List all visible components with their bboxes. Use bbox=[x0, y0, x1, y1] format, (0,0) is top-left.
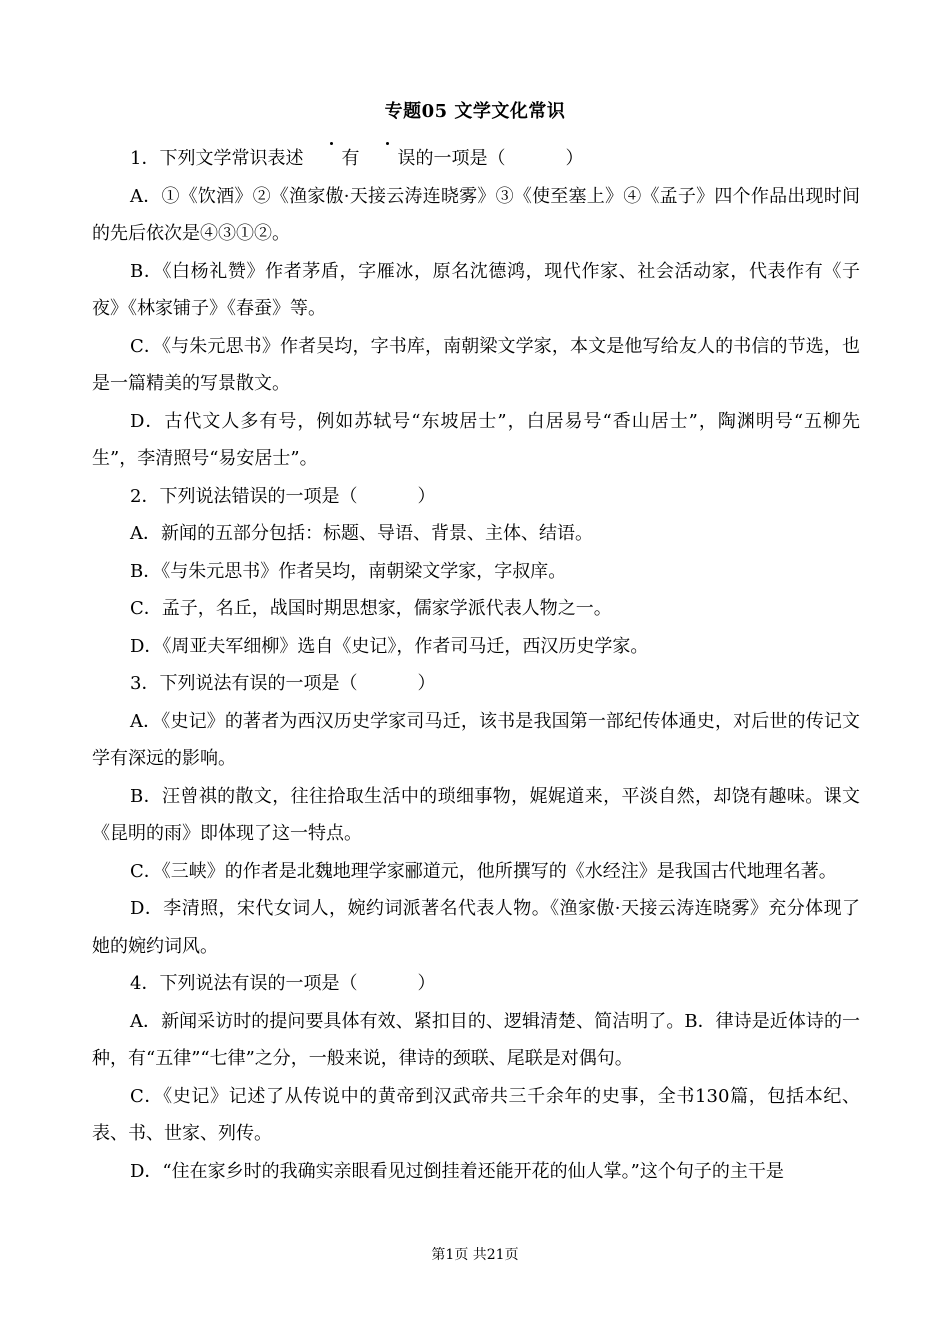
question-1-stem bbox=[92, 140, 860, 178]
question-stem-close: ） bbox=[417, 973, 436, 994]
question-stem-text: 4．下列说法有误的一项是（ bbox=[130, 973, 358, 994]
question-4-option-ab: A．新闻采访时的提问要具体有效、紧扣目的、逻辑清楚、简洁明了。B．律诗是近体诗的一种，有“五律”“七律”之分，一般来说，律诗的颈联、尾联是对偶句。 bbox=[92, 1010, 860, 1069]
question-2-stem bbox=[92, 478, 860, 516]
question-stem-text: 3．下列说法有误的一项是（ bbox=[130, 673, 358, 694]
question-4-stem bbox=[92, 965, 860, 1003]
question-1-option-b: B．《白杨礼赞》作者茅盾，字雁冰，原名沈德鸿，现代作家、社会活动家，代表作有《子夜》《林家铺子》《春蚕》等。 bbox=[92, 260, 860, 319]
question-1-option-c: C．《与朱元思书》作者吴均，字书库，南朝梁文学家，本文是他写给友人的书信的节选，也是一篇精美的写景散文。 bbox=[92, 335, 860, 394]
question-stem-text: 2．下列说法错误的一项是（ bbox=[130, 485, 358, 507]
page-title: 专题05 文学文化常识 bbox=[384, 101, 566, 122]
question-1-option-d: D．古代文人多有号，例如苏轼号“东坡居士”，白居易号“香山居士”，陶渊明号“五柳先生”，李清照号“易安居士”。 bbox=[92, 410, 860, 469]
question-3-stem bbox=[92, 665, 860, 703]
question-3-option-d: D．李清照，宋代女词人，婉约词派著名代表人物。《渔家傲·天接云涛连晓雾》充分体现了她的婉约词风。 bbox=[92, 898, 860, 957]
question-1-option-a: A．①《饮酒》②《渔家傲·天接云涛连晓雾》③《使至塞上》④《孟子》四个作品出现时间的先后依次是④③①②。 bbox=[92, 185, 860, 244]
question-2-option-b: B．《与朱元思书》作者吴均，南朝梁文学家，字叔庠。 bbox=[130, 560, 567, 582]
question-stem-close: ） bbox=[417, 485, 436, 507]
question-stem-close: ） bbox=[565, 148, 584, 169]
question-stem-text: 1．下列文学常识表述 bbox=[130, 148, 304, 169]
emphasis-char: 误 bbox=[359, 140, 415, 178]
question-stem-close: ） bbox=[417, 673, 436, 694]
question-4-option-c: C．《史记》记述了从传说中的黄帝到汉武帝共三千余年的史事，全书130篇，包括本纪、表、书、世家、列传。 bbox=[92, 1085, 860, 1144]
emphasis-char: 有 bbox=[303, 140, 359, 178]
page-footer: 第1页 共21页 bbox=[431, 1247, 519, 1263]
question-3-option-b: B．汪曾祺的散文，往往拾取生活中的琐细事物，娓娓道来，平淡自然，却饶有趣味。课文《昆明的雨》即体现了这一特点。 bbox=[92, 785, 860, 844]
question-stem-text: 的一项是（ bbox=[415, 148, 506, 169]
document-body bbox=[92, 140, 860, 1190]
question-4-option-d: D．“住在家乡时的我确实亲眼看见过倒挂着还能开花的仙人掌。”这个句子的主干是 bbox=[130, 1160, 784, 1182]
question-3-option-a: A．《史记》的著者为西汉历史学家司马迁，该书是我国第一部纪传体通史，对后世的传记文学有深远的影响。 bbox=[92, 710, 860, 769]
question-2-option-a: A．新闻的五部分包括：标题、导语、背景、主体、结语。 bbox=[130, 523, 593, 544]
question-2-option-d: D．《周亚夫军细柳》选自《史记》，作者司马迁，西汉历史学家。 bbox=[130, 635, 649, 657]
question-2-option-c: C．孟子，名丘，战国时期思想家，儒家学派代表人物之一。 bbox=[130, 598, 612, 619]
question-3-option-c: C．《三峡》的作者是北魏地理学家郦道元，他所撰写的《水经注》是我国古代地理名著。 bbox=[130, 860, 837, 882]
